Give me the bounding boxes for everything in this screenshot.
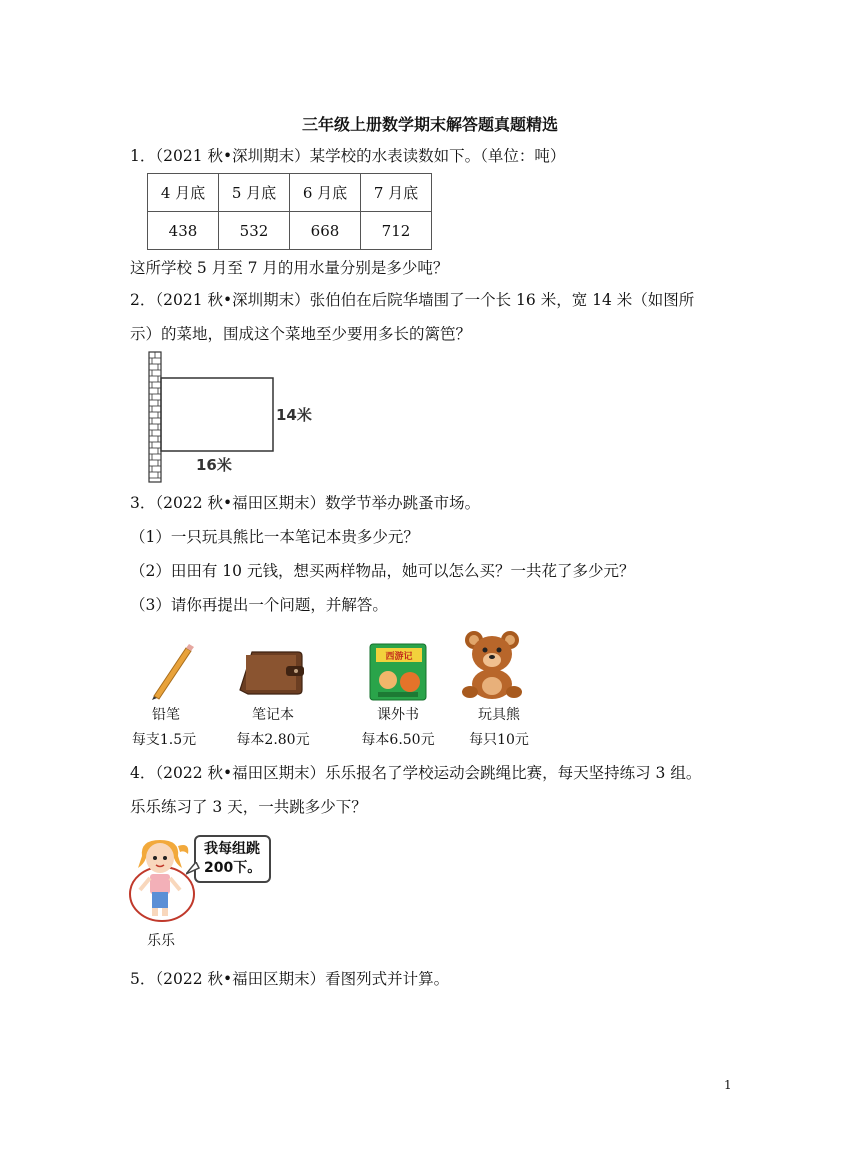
garden-rectangle bbox=[161, 378, 273, 451]
teddy-bear-name: 玩具熊 bbox=[478, 707, 520, 723]
width-label: 14米 bbox=[276, 406, 312, 424]
q3-stem: 3．（2022 秋•福田区期末）数学节举办跳蚤市场。 bbox=[130, 494, 481, 512]
table-cell: 438 bbox=[148, 212, 219, 250]
table-cell: 7 月底 bbox=[361, 174, 432, 212]
table-cell: 4 月底 bbox=[148, 174, 219, 212]
pencil-icon bbox=[148, 644, 198, 700]
girl-name-label: 乐乐 bbox=[147, 933, 175, 949]
book-price: 每本6.50元 bbox=[361, 732, 435, 748]
page-number: 1 bbox=[724, 1078, 732, 1092]
q4-line2: 乐乐练习了 3 天，一共跳多少下？ bbox=[130, 798, 367, 816]
table-cell: 532 bbox=[219, 212, 290, 250]
table-cell: 6 月底 bbox=[290, 174, 361, 212]
q3-sub2: （2）田田有 10 元钱，想买两样物品，她可以怎么买？一共花了多少元？ bbox=[130, 562, 635, 580]
girl-jumping-rope-icon bbox=[124, 836, 200, 926]
water-meter-table bbox=[147, 173, 432, 250]
table-row bbox=[148, 212, 432, 250]
notebook-icon bbox=[238, 646, 306, 698]
speech-bubble-tail bbox=[186, 862, 200, 876]
q5-stem: 5．（2022 秋•福田区期末）看图列式并计算。 bbox=[130, 970, 450, 988]
pencil-name: 铅笔 bbox=[152, 707, 180, 723]
q4-line1: 4．（2022 秋•福田区期末）乐乐报名了学校运动会跳绳比赛，每天坚持练习 3 组。 bbox=[130, 764, 702, 782]
garden-diagram bbox=[140, 350, 320, 486]
book-name: 课外书 bbox=[377, 707, 419, 723]
table-cell: 668 bbox=[290, 212, 361, 250]
notebook-name: 笔记本 bbox=[252, 707, 294, 723]
q2-line1: 2．（2021 秋•深圳期末）张伯伯在后院华墙围了一个长 16 米，宽 14 米（如图所 bbox=[130, 291, 695, 309]
teddy-bear-price: 每只10元 bbox=[469, 732, 529, 748]
page-title: 三年级上册数学期末解答题真题精选 bbox=[301, 115, 558, 134]
q2-line2: 示）的菜地，围成这个菜地至少要用多长的篱笆？ bbox=[130, 325, 472, 343]
table-cell: 5 月底 bbox=[219, 174, 290, 212]
book-cover-title: 西游记 bbox=[385, 652, 413, 662]
q1-question: 这所学校 5 月至 7 月的用水量分别是多少吨？ bbox=[130, 259, 449, 277]
table-header-row bbox=[148, 174, 432, 212]
speech-bubble bbox=[194, 835, 271, 883]
teddy-bear-icon bbox=[460, 628, 524, 700]
notebook-price: 每本2.80元 bbox=[236, 732, 310, 748]
pencil-price: 每支1.5元 bbox=[131, 732, 197, 748]
q3-sub1: （1）一只玩具熊比一本笔记本贵多少元？ bbox=[130, 528, 419, 546]
brick-wall bbox=[149, 352, 161, 482]
length-label: 16米 bbox=[196, 456, 232, 474]
q1-stem: 1．（2021 秋•深圳期末）某学校的水表读数如下。（单位：吨） bbox=[130, 147, 566, 165]
q3-sub3: （3）请你再提出一个问题，并解答。 bbox=[130, 596, 388, 614]
bubble-line2: 200下。 bbox=[204, 860, 262, 876]
bubble-line1: 我每组跳 bbox=[204, 841, 260, 857]
book-icon bbox=[368, 640, 430, 702]
table-cell: 712 bbox=[361, 212, 432, 250]
